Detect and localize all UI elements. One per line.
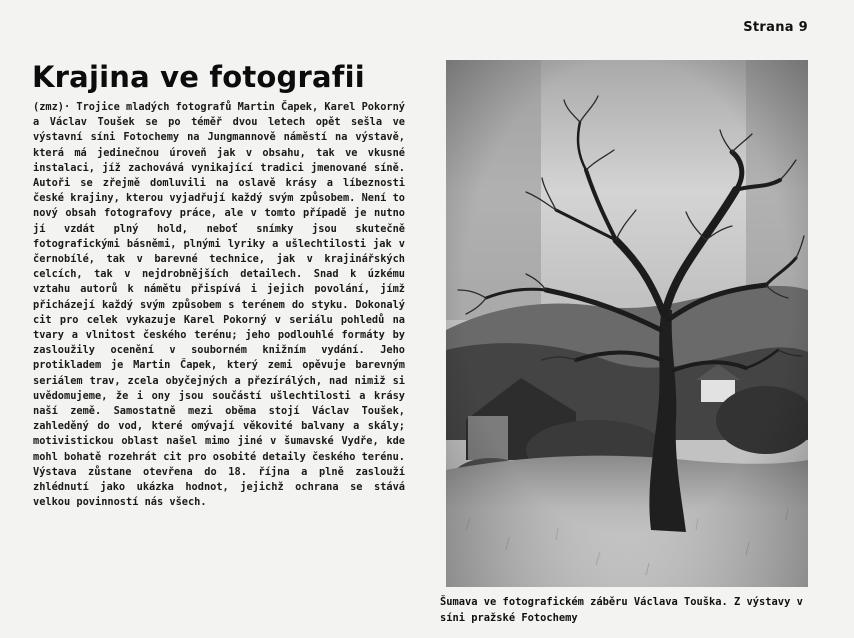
article-headline: Krajina ve fotografii — [32, 60, 365, 94]
landscape-photo-icon — [446, 60, 808, 587]
article-body: (zmz)· Trojice mladých fotografů Martin Čapek, Karel Pokorný a Václav Toušek se po téměř dvou letech opět sešla ve výstavní síni Fotochemy na Jungmannově náměstí na výstavě, která má jedinečnou úroveň jak v obsahu, tak ve vkusné instalaci, jíž zachovává vynikající tradici jmenované síně. Autoři se zřejmě domluvili na oslavě krásy a líbeznosti české krajiny, kterou vyjadřují každý svým způsobem. Není to nový obsah fotografovy práce, ale v tomto případě je nutno jí vzdát plný hold, neboť snímky jsou skutečně fotografickými básněmi, plnými lyriky a ušlechtilosti jak v černobílé, tak v barevné technice, jak v krajinářských celcích, tak v nejdrobnějších detailech. Snad k úzkému vztahu autorů k námětu přispívá i jejich povolání, jímž přicházejí každý svým způsobem s terénem do styku. Dokonalý cit pro celek vykazuje Karel Pokorný v seriálu pohledů na tvary a vlnitost českého terénu; jeho podlouhlé formáty by zasloužily ocenění v souborném knižním vydání. Jeho protikladem je Martin Čapek, který zemi opěvuje barevným seriálem trav, zcela obyčejných a přezírálých, nad nimiž si uvědomujeme, že i ony jsou součástí ušlechtilosti a krásy naší země. Samostatně mezi oběma stojí Václav Toušek, zahleděný do vod, které omývají věkovité balvany a skály; motivistickou oblast našel mimo jiné v šumavské Vydře, kde mohl bohatě rozehrát cit pro osobité detaily českého terénu. Výstava zůstane otevřena do 18. října a plně zaslouží zhlédnutí jako ukázka hodnot, jejichž ochrana se stává velkou povinností nás všech. — [33, 101, 405, 509]
page-number: Strana 9 — [743, 20, 808, 35]
photo-illustration — [446, 60, 808, 587]
photo-caption: Šumava ve fotografickém záběru Václava Touška. Z výstavy v síni pražské Fotochemy — [440, 596, 803, 624]
